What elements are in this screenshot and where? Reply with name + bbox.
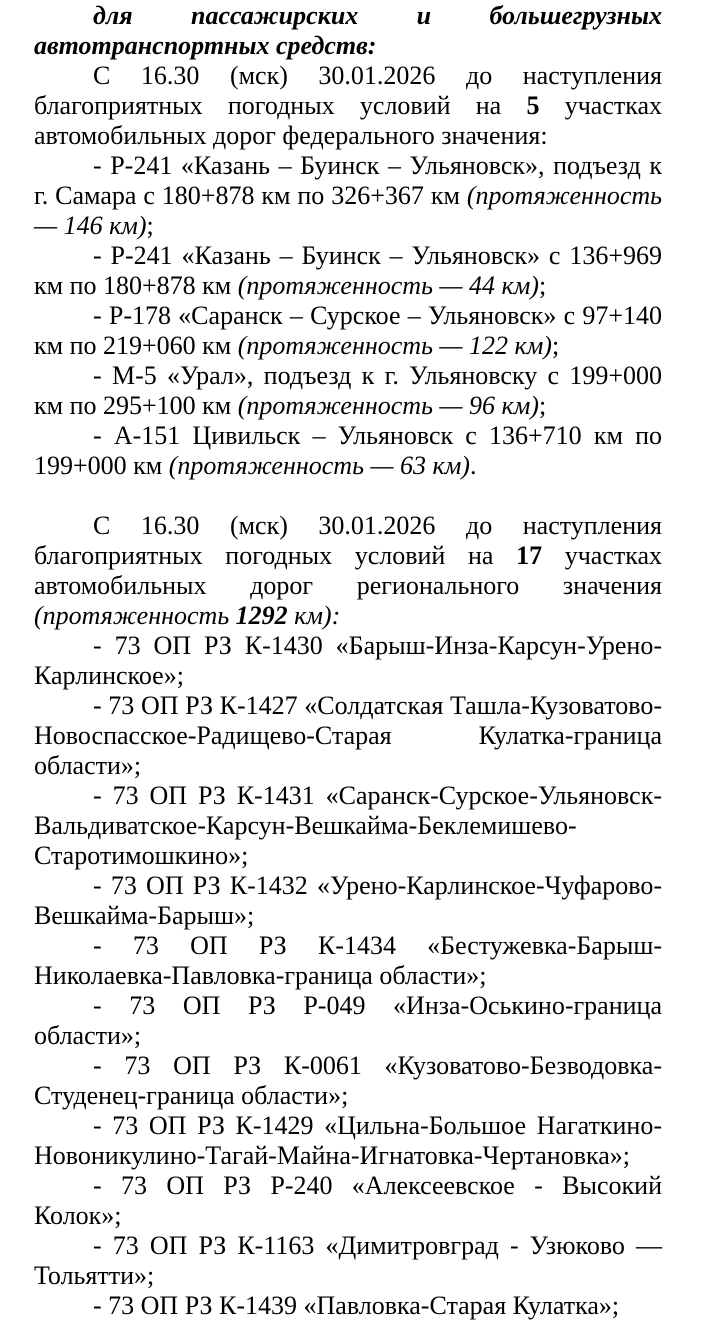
intro-heading-text: для пассажирских и большегрузных автотранспортных средств:: [34, 1, 662, 60]
regional-road-item-1: [34, 631, 662, 691]
regional-road-item-1-text: - 73 ОП РЗ К-1430 «Барыш-Инза-Карсун-Урено-Карлинское»;: [34, 631, 662, 690]
federal-section-lead: [34, 61, 662, 151]
federal-road-item-3: [34, 301, 662, 361]
federal-road-item-5-main: - А-151 Цивильск – Ульяновск с 136+710 км по 199+000 км: [34, 421, 662, 480]
regional-road-item-11-text: - 73 ОП РЗ К-1439 «Павловка-Старая Кулатка»;: [93, 1291, 620, 1320]
federal-road-item-1-tail: ;: [146, 211, 154, 240]
regional-road-item-7: [34, 1051, 662, 1111]
regional-total-length-note: [34, 601, 340, 630]
federal-lead-pre: С 16.30 (мск) 30.01.2026 до наступления благоприятных погодных условий на: [34, 61, 662, 120]
regional-road-item-9: [34, 1171, 662, 1231]
regional-note-pre: (протяженность: [34, 601, 236, 630]
regional-road-item-8-text: - 73 ОП РЗ К-1429 «Цильна-Большое Нагаткино-Новоникулино-Тагай-Майна-Игнатовка-Чертановка»;: [34, 1111, 662, 1170]
federal-road-item-2-main: - Р-241 «Казань – Буинск – Ульяновск» с 136+969 км по 180+878 км: [34, 241, 662, 300]
regional-road-item-11: [34, 1291, 662, 1321]
federal-road-item-1-length-note: (протяженность — 146 км): [34, 181, 662, 240]
federal-road-item-4: [34, 361, 662, 421]
federal-road-item-4-main: - М-5 «Урал», подъезд к г. Ульяновску с 199+000 км по 295+100 км: [34, 361, 662, 420]
federal-road-item-3-main: - Р-178 «Саранск – Сурское – Ульяновск» с 97+140 км по 219+060 км: [34, 301, 662, 360]
regional-sites-count: 17: [516, 541, 543, 570]
federal-road-item-5-tail: .: [469, 451, 477, 480]
intro-heading: [34, 1, 662, 61]
regional-road-item-4-text: - 73 ОП РЗ К-1432 «Урено-Карлинское-Чуфарово-Вешкайма-Барыш»;: [34, 871, 662, 930]
federal-road-item-2-tail: ;: [538, 271, 547, 300]
regional-road-item-2: [34, 691, 662, 781]
regional-road-item-4: [34, 871, 662, 931]
regional-road-item-8: [34, 1111, 662, 1171]
federal-road-item-3-tail: ;: [551, 331, 560, 360]
regional-road-item-5: [34, 931, 662, 991]
federal-road-item-3-length-note: (протяженность — 122 км): [237, 331, 552, 360]
federal-road-item-2-length-note: (протяженность — 44 км): [237, 271, 539, 300]
federal-lead-post: участках автомобильных дорог федерального значения:: [34, 91, 663, 150]
regional-road-item-3: [34, 781, 662, 871]
federal-road-item-1: [34, 151, 662, 241]
regional-road-item-6: [34, 991, 662, 1051]
regional-road-item-2-text: - 73 ОП РЗ К-1427 «Солдатская Ташла-Кузоватово-Новоспасское-Радищево-Старая Кулатка-граница области»;: [34, 691, 662, 780]
regional-road-item-7-text: - 73 ОП РЗ К-0061 «Кузоватово-Безводовка-Студенец-граница области»;: [34, 1051, 662, 1110]
federal-road-item-4-tail: ;: [538, 391, 547, 420]
regional-note-post: км):: [287, 601, 341, 630]
federal-road-item-5: [34, 421, 662, 481]
regional-section-lead: [34, 511, 662, 631]
federal-road-item-2: [34, 241, 662, 301]
regional-road-item-3-text: - 73 ОП РЗ К-1431 «Саранск-Сурское-Ульяновск-Вальдиватское-Карсун-Вешкайма-Беклемишево-Старотимошкино»;: [34, 781, 662, 870]
regional-lead-post: участках автомобильных дорог регионального значения: [34, 541, 662, 600]
federal-road-item-4-length-note: (протяженность — 96 км): [237, 391, 539, 420]
regional-total-length-value: 1292: [235, 601, 288, 630]
regional-lead-pre: С 16.30 (мск) 30.01.2026 до наступления благоприятных погодных условий на: [34, 511, 662, 570]
regional-road-item-6-text: - 73 ОП РЗ Р-049 «Инза-Оськино-граница области»;: [34, 991, 662, 1050]
federal-road-item-1-main: - Р-241 «Казань – Буинск – Ульяновск», подъезд к г. Самара с 180+878 км по 326+367 км: [34, 151, 662, 210]
regional-road-item-10-text: - 73 ОП РЗ К-1163 «Димитровград - Узюково — Тольятти»;: [34, 1231, 662, 1290]
federal-sites-count: 5: [526, 91, 540, 120]
federal-road-item-5-length-note: (протяженность — 63 км): [168, 451, 470, 480]
regional-road-item-9-text: - 73 ОП РЗ Р-240 «Алексеевское - Высокий Колок»;: [34, 1171, 662, 1230]
regional-road-item-5-text: - 73 ОП РЗ К-1434 «Бестужевка-Барыш-Николаевка-Павловка-граница области»;: [34, 931, 662, 990]
regional-road-item-10: [34, 1231, 662, 1291]
